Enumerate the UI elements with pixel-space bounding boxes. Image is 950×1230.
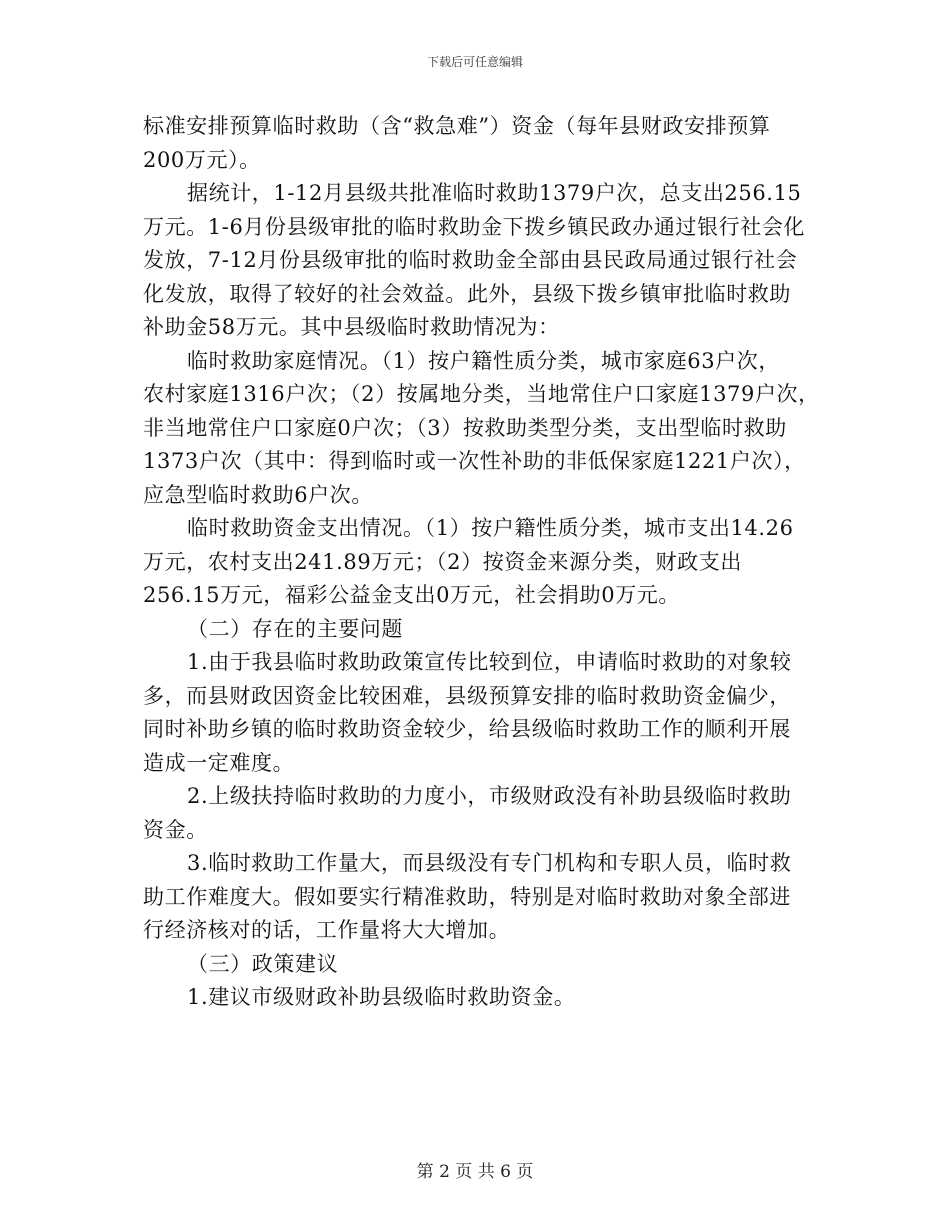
body-line: 行经济核对的话，工作量将大大增加。 [143,918,511,942]
body-line: 万元，农村支出241.89万元；（2）按资金来源分类，财政支出 [143,549,742,574]
body-line: 标准安排预算临时救助（含“救急难”）资金（每年县财政安排预算 [143,114,771,138]
page-header: 下载后可任意编辑 [426,55,523,69]
paragraph-start: 临时救助资金支出情况。（1）按户籍性质分类，城市支出14.26 [187,516,794,540]
body-line: 资金。 [143,817,208,842]
paragraph-start: 据统计，1-12月县级共批准临时救助1379户次，总支出256.15 [187,181,802,205]
paragraph-start: 1.建议市级财政补助县级临时救助资金。 [187,985,576,1009]
body-line: 助工作难度大。假如要实行精准救助，特别是对临时救助对象全部进 [143,884,791,909]
body-line: 多，而县财政因资金比较困难，县级预算安排的临时救助资金偏少， [143,683,791,708]
paragraph-start: 3.临时救助工作量大，而县级没有专门机构和专职人员，临时救 [187,851,792,875]
paragraph-start: 2.上级扶持临时救助的力度小，市级财政没有补助县级临时救助 [187,784,792,808]
document-body [143,110,820,1015]
body-line: 1373户次（其中：得到临时或一次性补助的非低保家庭1221户次）， [143,449,806,473]
paragraph-start: 临时救助家庭情况。（1）按户籍性质分类，城市家庭63户次， [187,348,780,373]
body-line: 应急型临时救助6户次。 [143,482,373,507]
body-line: 256.15万元，福彩公益金支出0万元，社会捐助0万元。 [143,583,680,607]
body-line: 200万元）。 [143,147,261,172]
body-line: 发放，7-12月份县级审批的临时救助金全部由县民政局通过银行社会 [143,248,798,272]
body-line: 补助金58万元。其中县级临时救助情况为： [143,315,560,339]
body-line: 农村家庭1316户次；（2）按属地分类，当地常住户口家庭1379户次， [143,382,820,406]
body-line: 造成一定难度。 [143,750,295,775]
section-heading: （三）政策建议 [187,951,339,976]
body-line: 非当地常住户口家庭0户次；（3）按救助类型分类，支出型临时救助 [143,415,787,440]
page-footer: 第 2 页 共 6 页 [416,1162,534,1182]
section-heading: （二）存在的主要问题 [187,616,403,641]
paragraph-start: 1.由于我县临时救助政策宣传比较到位，申请临时救助的对象较 [187,650,792,674]
body-line: 同时补助乡镇的临时救助资金较少，给县级临时救助工作的顺利开展 [143,717,791,741]
body-line: 化发放，取得了较好的社会效益。此外，县级下拨乡镇审批临时救助 [143,281,791,306]
body-line: 万元。1-6月份县级审批的临时救助金下拨乡镇民政办通过银行社会化 [143,214,806,239]
